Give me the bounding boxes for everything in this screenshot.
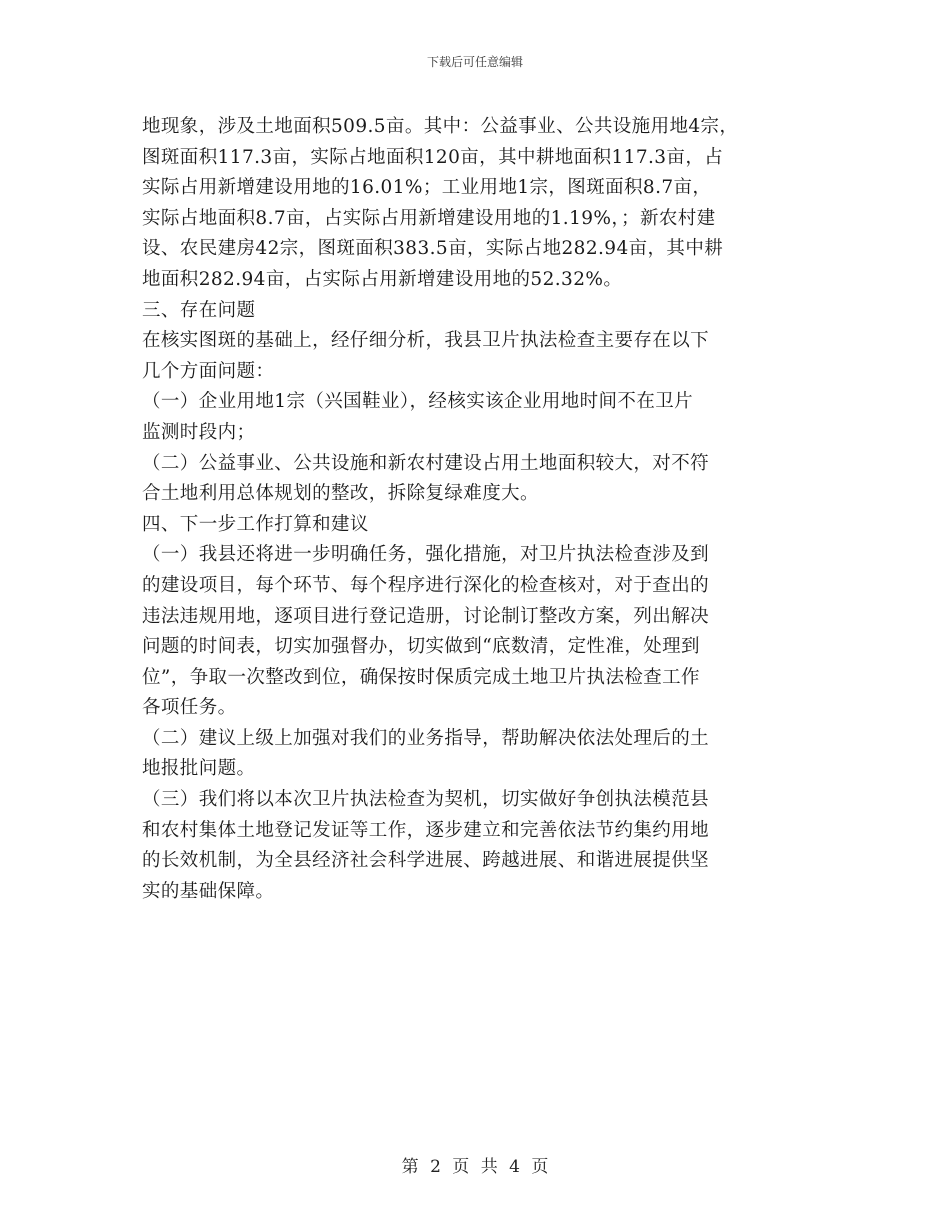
page-number-footer: 第 2 页 共 4 页 — [401, 1157, 549, 1177]
text-line: 实际占用新增建设用地的16.01%；工业用地1宗，图斑面积8.7亩， — [142, 177, 712, 199]
text-line: 问题的时间表，切实加强督办，切实做到“底数清，定性准，处理到 — [142, 636, 700, 658]
text-line: 图斑面积117.3亩，实际占地面积120亩，其中耕地面积117.3亩，占 — [142, 146, 724, 168]
page-header: 下载后可任意编辑 — [426, 55, 523, 69]
text-line: 违法违规用地，逐项目进行登记造册，讨论制订整改方案，列出解决 — [142, 605, 710, 627]
section-heading: 三、存在问题 — [142, 299, 256, 321]
text-line: （二）建议上级上加强对我们的业务指导，帮助解决依法处理后的土 — [142, 727, 710, 749]
text-line: （三）我们将以本次卫片执法检查为契机，切实做好争创执法模范县 — [142, 789, 710, 811]
text-line: 实的基础保障。 — [142, 880, 275, 902]
text-line: 的长效机制，为全县经济社会科学进展、跨越进展、和谐进展提供坚 — [142, 850, 710, 872]
text-line: 和农村集体土地登记发证等工作，逐步建立和完善依法节约集约用地 — [142, 819, 710, 841]
text-line: 地报批问题。 — [142, 758, 256, 780]
text-line: 各项任务。 — [142, 697, 237, 719]
text-line: 几个方面问题： — [142, 360, 275, 382]
text-line: 设、农民建房42宗，图斑面积383.5亩，实际占地282.94亩，其中耕 — [142, 238, 724, 260]
document-body — [142, 112, 822, 907]
text-line: 合土地利用总体规划的整改，拆除复绿难度大。 — [142, 483, 539, 505]
text-line: 实际占地面积8.7亩，占实际占用新增建设用地的1.19%，；新农村建 — [142, 207, 716, 229]
text-line: （二）公益事业、公共设施和新农村建设占用土地面积较大，对不符 — [142, 452, 710, 474]
text-line: （一）我县还将进一步明确任务，强化措施，对卫片执法检查涉及到 — [142, 544, 710, 566]
text-line: （一）企业用地1宗（兴国鞋业），经核实该企业用地时间不在卫片 — [142, 391, 694, 413]
text-line: 地面积282.94亩，占实际占用新增建设用地的52.32%。 — [142, 268, 623, 290]
text-line: 的建设项目，每个环节、每个程序进行深化的检查核对，对于查出的 — [142, 574, 710, 596]
text-line: 位”，争取一次整改到位，确保按时保质完成土地卫片执法检查工作 — [142, 666, 700, 688]
text-line: 地现象，涉及土地面积509.5亩。其中：公益事业、公共设施用地4宗， — [142, 116, 739, 137]
section-heading: 四、下一步工作打算和建议 — [142, 513, 369, 535]
text-line: 在核实图斑的基础上，经仔细分析，我县卫片执法检查主要存在以下 — [142, 330, 710, 352]
text-line: 监测时段内； — [142, 421, 256, 443]
